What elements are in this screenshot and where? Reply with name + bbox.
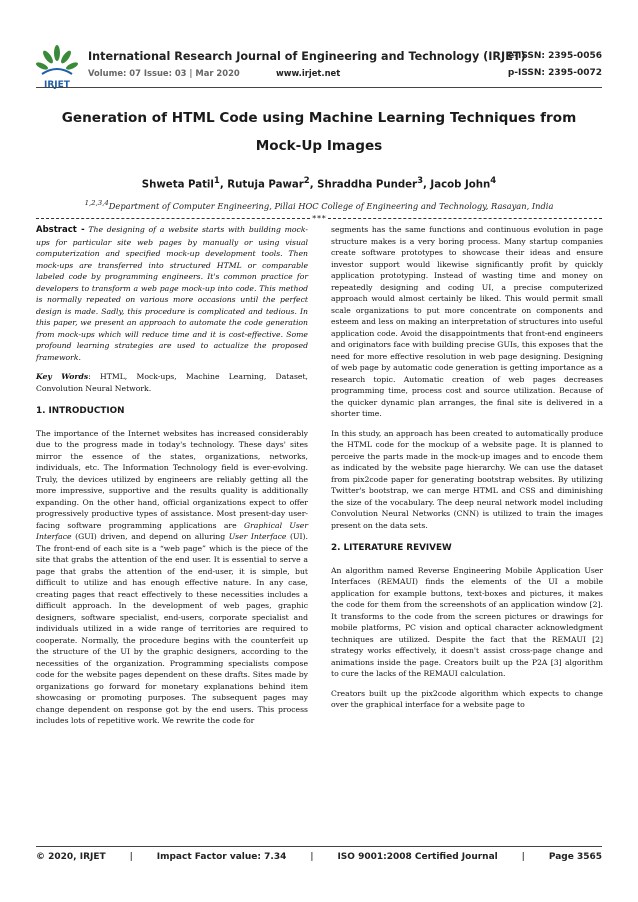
author-sup: 4 (490, 176, 497, 186)
abstract (36, 224, 308, 363)
author: Rutuja Pawar (227, 179, 304, 191)
irjet-logo (36, 44, 78, 90)
body-paragraph: Creators built up the pix2code algorithm which expects to change over the graphical interface for a website page to (331, 688, 603, 709)
intro-text: (UI). The front-end of each site is a “web page” which is the piece of the site that grabs the attention of the end user. It is essential to serve a page that grabs the attention of the end-user, it is simple, but difficult to utilize and has enough effective nature. In any case, creating pages that react effectively to these necessities includes a difficult approach. In the development of web pages, graphic designers, software specialist, end-users, corporate specialist and individuals utilized in a wide range of territories are required to cooperate. Normally, the procedure begins with the counterfeit up the structure of the UI by the graphic designers, according to the necessities of the organization. Programming specialists compose code for the website pages dependent on these drafts. Sites made by organizations go forward for monetary explanations behind item showcasing or promoting purposes. The subsequent pages may change dependent on response got by the end users. This process includes lots of repetitive work. We rewrite the code for (36, 532, 308, 725)
footer-separator: | (521, 852, 525, 862)
intro-paragraph (36, 428, 308, 727)
page-number: Page 3565 (548, 852, 602, 862)
volume-issue: Volume: 07 Issue: 03 | Mar 2020 (88, 68, 240, 78)
intro-text: (GUI) driven, and depend on alluring (71, 532, 229, 541)
paper-title (40, 104, 598, 160)
keywords (36, 371, 308, 394)
pissn: p-ISSN: 2395-0072 (507, 68, 602, 78)
header-rule (36, 87, 602, 88)
body-paragraph: In this study, an approach has been created to automatically produce the HTML code for the mockup of a website page. It is planned to perceive the parts made in the mock-up images and to encode them as indicated by the website page hierarchy. We can use the dataset from pix2code paper for generating bootstrap websites. By utilizing Twitter's bootstrap, we can merge HTML and CSS and diminishing the size of the vocabulary. The deep neural network model including Convolution Neural Networks (CNN) is utilized to train the images present on the data sets. (331, 428, 603, 530)
journal-title: International Research Journal of Engineering and Technology (IRJET) (88, 50, 526, 63)
keywords-text: : HTML, Mock-ups, Machine Learning, Dataset, Convolution Neural Network. (36, 372, 308, 393)
footer-separator: | (310, 852, 314, 862)
left-column (36, 224, 308, 735)
intro-heading: 1. INTRODUCTION (36, 406, 125, 416)
title-line-1: Generation of HTML Code using Machine Learning Techniques from (61, 110, 577, 126)
keywords-label: Key Words (36, 372, 89, 381)
author-sup: 2 (303, 176, 310, 186)
abstract-text: The designing of a website starts with building mock-ups for particular site web pages by manually or using visual computerization and specified mock-up development tools. Then mock-ups are transferred into structured HTML or comparable labeled code by programming engineers. It's common practice for developers to transform a web page mock-up into code. This method is normally repeated on various more occasions until the perfect design is made. Sadly, this procedure is complicated and tedious. In this paper, we present an approach to automate the code generation from mock-ups which will reduce time and it is cost-effective. Some profound learning strategies are used to actualize the proposed framework. (36, 225, 308, 362)
intro-text: The importance of the Internet websites has increased considerably due to the progress made in today's technology. These days' sites mirror the essence of the states, organizations, networks, individuals, etc. The Information Technology field is ever-evolving. Truly, the devices utilized by engineers are reliably getting all the more impressive, supportive and the results quality is additionally expanding. On the other hand, official organizations expect to offer progressively productive types of assistance. Most present-day user-facing software programming applications are (36, 428, 308, 530)
footer-rule (36, 846, 602, 847)
abstract-label: Abstract - (36, 225, 85, 235)
journal-header (0, 36, 638, 92)
iso-certification: ISO 9001:2008 Certified Journal (337, 852, 498, 862)
section-divider (36, 213, 602, 223)
journal-website: www.irjet.net (276, 68, 341, 78)
footer-separator: | (129, 852, 133, 862)
affiliation-text: Department of Computer Engineering, Pillai HOC College of Engineering and Technology, Rasayan, India (108, 200, 554, 211)
author: Jacob John (430, 179, 491, 191)
page-footer (36, 852, 602, 862)
author-list: Shweta Patil$^1$, Rutuja Pawar$^2$, Shraddha Punder$^3$, Jacob John$^4$ (141, 176, 497, 191)
right-column (331, 224, 603, 719)
literature-heading: 2. LITERATURE REVIVEW (331, 543, 452, 553)
eissn: e-ISSN: 2395-0056 (508, 51, 602, 61)
affiliation (30, 199, 608, 211)
author-sup: 3 (417, 176, 423, 186)
author-sup: 1 (213, 176, 220, 186)
title-line-2: Mock-Up Images (255, 138, 383, 154)
impact-factor: Impact Factor value: 7.34 (156, 852, 287, 862)
body-paragraph: segments has the same functions and continuous evolution in page structure makes is a very boring process. Many startup companies create software prototypes to showcase their ideas and ensure investor support would likewise significantly profit by quickly application prototyping. Instead of wasting time and money on repeatedly designing and coding UI, a precise computerized approach would almost certainly be liked. This would permit small scale organizations to put more concentrate on components and esteem and less on making an interpretation of structures into useful application code. Avoid the disappointments that front-end engineers and originators face with building precise GUIs, this exposes that the need for more effective resolution in web page designing. Designing of web page by automatic code generation is getting importance as a research topic. Automatic creation of web pages decreases programming time, process cost and source utilization. Because of the quicker dynamic plan arranges, the final site is delivered in a shorter time. (331, 225, 603, 418)
intro-term-gui: Graphical User Interface (36, 520, 308, 541)
divider-stars: *** (311, 213, 327, 223)
copyright: © 2020, IRJET (36, 852, 106, 862)
intro-term-ui: User Interface (228, 532, 287, 541)
author: Shweta Patil (141, 179, 214, 191)
affiliation-sup: 1,2,3,4 (84, 199, 109, 207)
logo-text: IRJET (44, 80, 70, 90)
body-paragraph: An algorithm named Reverse Engineering Mobile Application User Interfaces (REMAUI) finds the elements of the UI a mobile application for example buttons, text-boxes and pictures, it makes the code for them from the screenshots of an application window [2]. It transforms to the code from the screen pictures or drawings for mobile platforms, PC vision and optical character acknowledgment techniques are utilized. Despite the fact that the REMAUI [2] strategy works effectively, it doesn't assist cross-page change and animations inside the page. Creators built up the P2A [3] algorithm to cure the lacks of the REMAUI calculation. (331, 565, 603, 678)
author: Shraddha Punder (317, 179, 418, 191)
